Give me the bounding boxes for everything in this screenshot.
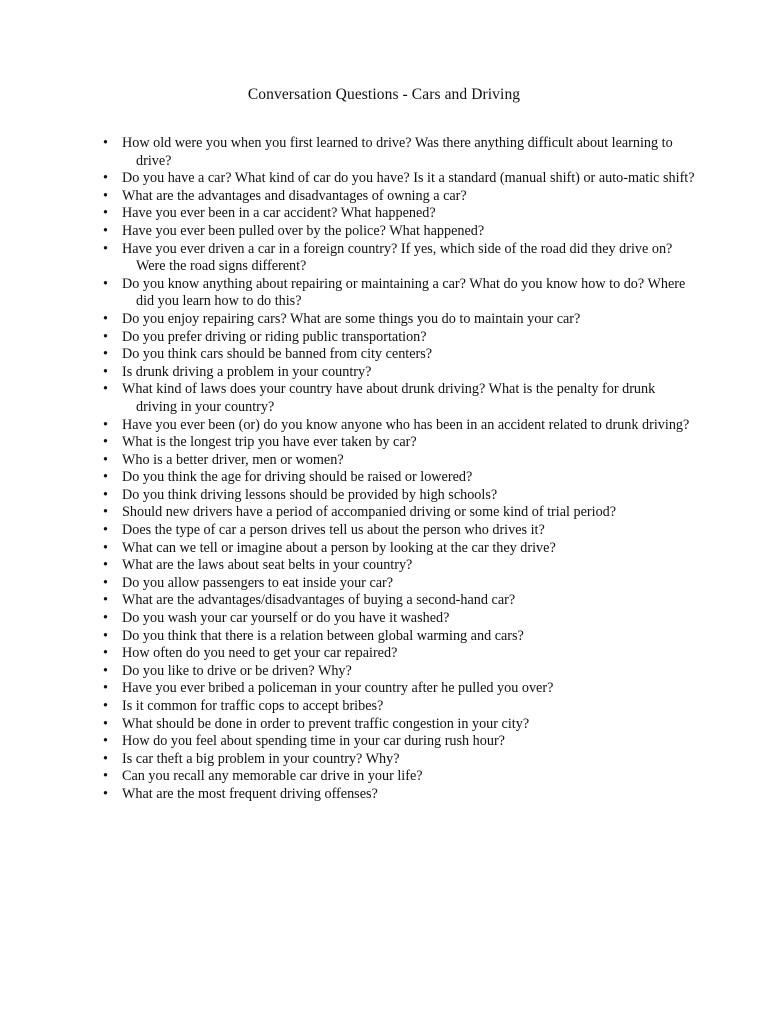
bullet-icon: • (103, 346, 108, 363)
list-item (98, 364, 698, 382)
list-item (98, 381, 698, 416)
bullet-icon: • (103, 486, 108, 503)
bullet-icon: • (103, 662, 108, 679)
question-text: Do you wash your car yourself or do you have it washed? (122, 610, 450, 627)
question-text: What can we tell or imagine about a person by looking at the car they drive? (122, 539, 556, 556)
bullet-icon: • (103, 328, 108, 345)
question-text: What should be done in order to prevent traffic congestion in your city? (122, 715, 530, 732)
list-item (98, 768, 698, 786)
bullet-icon: • (103, 574, 108, 591)
bullet-icon: • (103, 785, 108, 802)
bullet-icon: • (103, 750, 108, 767)
bullet-icon: • (103, 222, 108, 239)
list-item (98, 504, 698, 522)
list-item (98, 540, 698, 558)
question-text: Have you ever been (or) do you know anyone who has been in an accident related to drunk driving? (122, 416, 690, 433)
question-list (98, 135, 698, 804)
question-text: Do you think driving lessons should be provided by high schools? (122, 486, 498, 503)
bullet-icon: • (103, 381, 108, 398)
question-text: What kind of laws does your country have about drunk driving? What is the penalty for drunk driving in your country? (122, 381, 656, 415)
question-text: Does the type of car a person drives tell us about the person who drives it? (122, 522, 545, 539)
question-text: Who is a better driver, men or women? (122, 451, 344, 468)
list-item (98, 557, 698, 575)
question-text: Do you think that there is a relation between global warming and cars? (122, 627, 524, 644)
bullet-icon: • (103, 645, 108, 662)
bullet-icon: • (103, 469, 108, 486)
bullet-icon: • (103, 310, 108, 327)
list-item (98, 241, 698, 276)
list-item (98, 346, 698, 364)
bullet-icon: • (103, 627, 108, 644)
question-text: What are the most frequent driving offenses? (122, 785, 378, 802)
bullet-icon: • (103, 610, 108, 627)
question-text: Do you allow passengers to eat inside your car? (122, 574, 394, 591)
list-item (98, 487, 698, 505)
bullet-icon: • (103, 698, 108, 714)
question-text: How often do you need to get your car repaired? (122, 645, 398, 662)
bullet-icon: • (103, 170, 108, 187)
list-item (98, 663, 698, 681)
question-text: How do you feel about spending time in your car during rush hour? (122, 733, 505, 750)
list-item (98, 575, 698, 593)
list-item (98, 786, 698, 804)
bullet-icon: • (103, 275, 108, 292)
question-text: Have you ever driven a car in a foreign country? If yes, which side of the road did they drive on? Were the road signs different? (122, 240, 673, 275)
bullet-icon: • (103, 187, 108, 204)
bullet-icon: • (103, 135, 108, 151)
list-item (98, 452, 698, 470)
question-text: Do you have a car? What kind of car do you have? Is it a standard (manual shift) or auto-matic shift? (122, 170, 695, 187)
bullet-icon: • (103, 451, 108, 468)
list-item (98, 223, 698, 241)
list-item (98, 311, 698, 329)
list-item (98, 469, 698, 487)
question-text: Have you ever been pulled over by the police? What happened? (122, 222, 485, 239)
bullet-icon: • (103, 363, 108, 380)
question-text: Have you ever been in a car accident? What happened? (122, 205, 436, 222)
question-text: Do you think the age for driving should be raised or lowered? (122, 469, 473, 486)
list-item (98, 276, 698, 311)
bullet-icon: • (103, 504, 108, 521)
bullet-icon: • (103, 522, 108, 539)
bullet-icon: • (103, 680, 108, 697)
bullet-icon: • (103, 434, 108, 451)
list-item (98, 188, 698, 206)
list-item (98, 698, 698, 716)
question-text: Do you think cars should be banned from city centers? (122, 346, 433, 363)
bullet-icon: • (103, 539, 108, 556)
list-item (98, 329, 698, 347)
question-text: Do you enjoy repairing cars? What are some things you do to maintain your car? (122, 310, 581, 327)
question-text: Is drunk driving a problem in your country? (122, 363, 372, 380)
bullet-icon: • (103, 715, 108, 732)
bullet-icon: • (103, 733, 108, 750)
question-text: Is car theft a big problem in your country? Why? (122, 750, 400, 767)
question-text: What are the laws about seat belts in your country? (122, 557, 413, 574)
question-text: What are the advantages and disadvantages of owning a car? (122, 187, 467, 204)
question-text: What is the longest trip you have ever taken by car? (122, 434, 417, 451)
bullet-icon: • (103, 205, 108, 222)
question-text: Is it common for traffic cops to accept bribes? (122, 698, 384, 714)
bullet-icon: • (103, 557, 108, 574)
question-text: Should new drivers have a period of accompanied driving or some kind of trial period? (122, 504, 617, 521)
question-text: Have you ever bribed a policeman in your country after he pulled you over? (122, 680, 554, 697)
question-text: Can you recall any memorable car drive in your life? (122, 768, 423, 785)
question-text: Do you prefer driving or riding public transportation? (122, 328, 427, 345)
list-item (98, 680, 698, 698)
question-text: What are the advantages/disadvantages of buying a second-hand car? (122, 592, 516, 609)
list-item (98, 716, 698, 734)
question-text: How old were you when you first learned to drive? Was there anything difficult about learning to drive? (122, 135, 673, 169)
list-item (98, 628, 698, 646)
list-item (98, 434, 698, 452)
list-item (98, 592, 698, 610)
bullet-icon: • (103, 768, 108, 785)
page-title: Conversation Questions - Cars and Driving (247, 86, 521, 103)
bullet-icon: • (103, 240, 108, 257)
bullet-icon: • (103, 592, 108, 609)
list-item (98, 645, 698, 663)
list-item (98, 170, 698, 188)
list-item (98, 522, 698, 540)
question-text: Do you like to drive or be driven? Why? (122, 662, 352, 679)
list-item (98, 205, 698, 223)
list-item (98, 135, 698, 170)
question-text: Do you know anything about repairing or maintaining a car? What do you know how to do? Where did you learn how to do this? (122, 275, 686, 310)
list-item (98, 417, 698, 435)
list-item (98, 733, 698, 751)
bullet-icon: • (103, 416, 108, 433)
list-item (98, 751, 698, 769)
list-item (98, 610, 698, 628)
